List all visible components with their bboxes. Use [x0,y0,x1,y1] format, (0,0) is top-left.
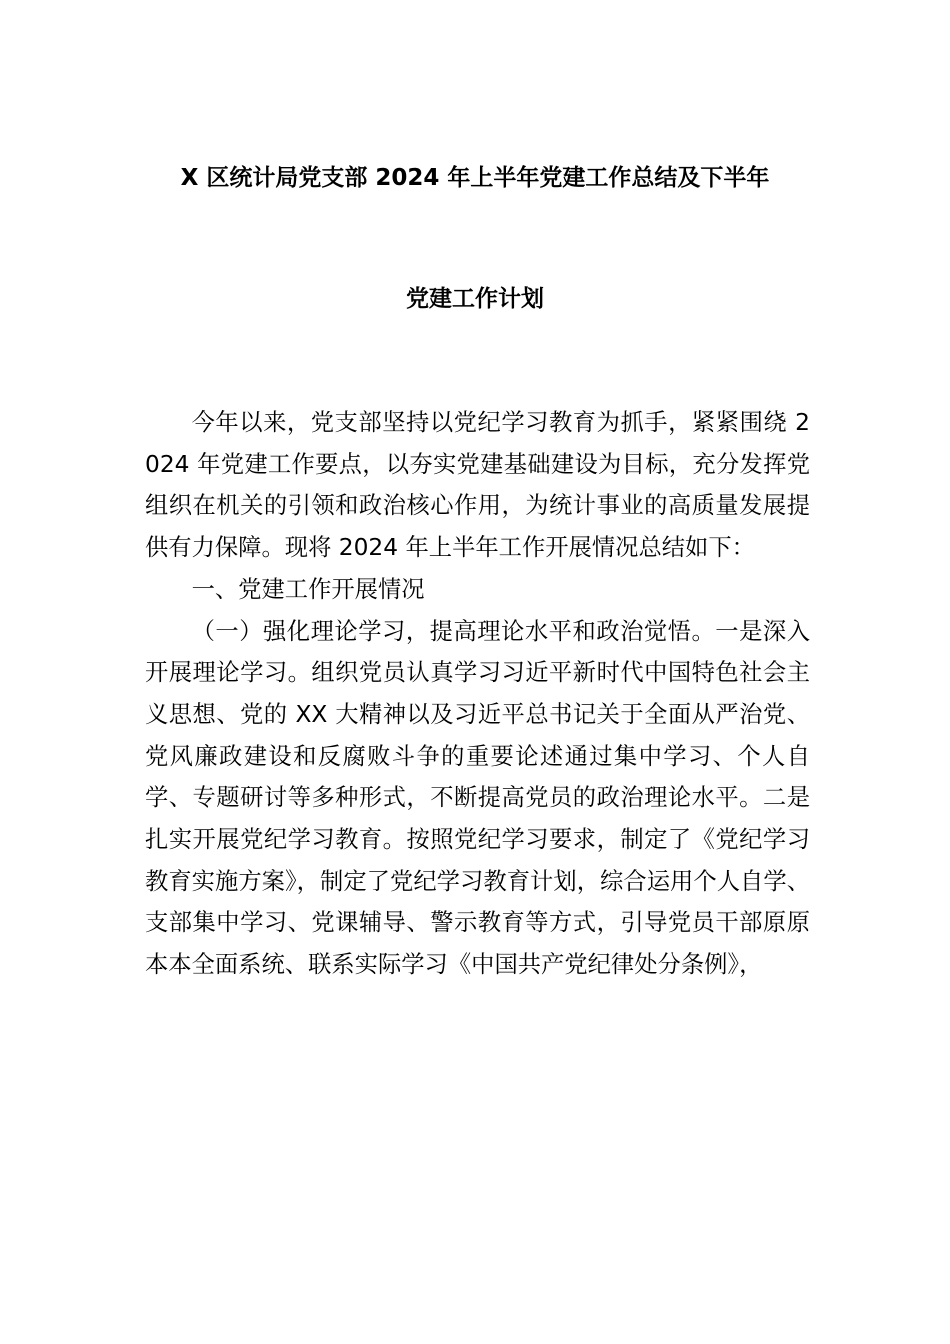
document-title-line-1: X 区统计局党支部 2024 年上半年党建工作总结及下半年 [180,165,770,191]
document-body [145,402,810,986]
section-paragraph: （一）强化理论学习，提高理论水平和政治觉悟。一是深入开展理论学习。组织党员认真学习习近平新时代中国特色社会主义思想、党的 XX 大精神以及习近平总书记关于全面从严治党、党风廉政建设和反腐败斗争的重要论述通过集中学习、个人自学、专题研讨等多种形式，不断提高党员的政治理论水平。二是扎实开展党纪学习教育。按照党纪学习要求，制定了《党纪学习教育实施方案》，制定了党纪学习教育计划，综合运用个人自学、支部集中学习、党课辅导、警示教育等方式，引导党员干部原原本本全面系统、联系实际学习《中国共产党纪律处分条例》， [145,617,810,979]
document-title-line-2: 党建工作计划 [406,286,544,312]
section-heading: 一、党建工作开展情况 [191,575,425,603]
intro-paragraph: 今年以来，党支部坚持以党纪学习教育为抓手，紧紧围绕 2024 年党建工作要点，以夯实党建基础建设为目标，充分发挥党组织在机关的引领和政治核心作用，为统计事业的高质量发展提供有力保障。现将 2024 年上半年工作开展情况总结如下： [145,409,810,562]
